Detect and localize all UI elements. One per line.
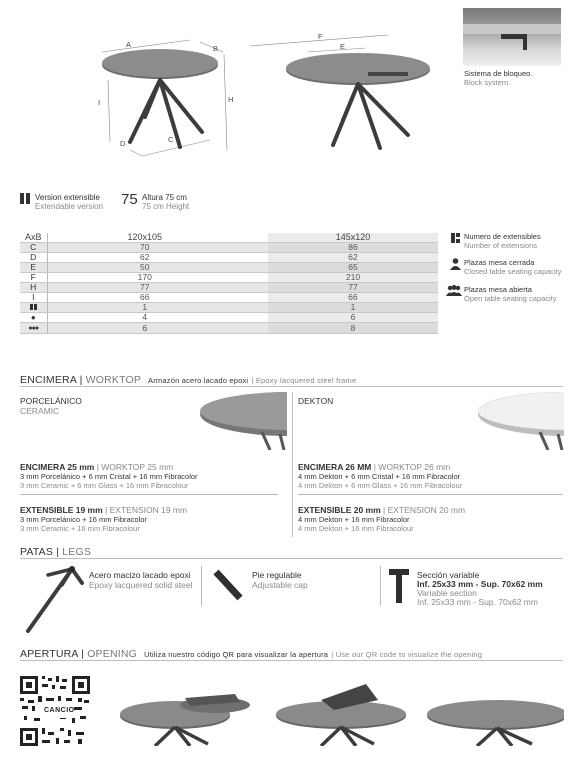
table-row: D 62 62: [20, 253, 438, 263]
ceramic-extension-spec: EXTENSIBLE 19 mm | EXTENSION 19 mm: [20, 505, 188, 515]
person-icon: ●: [30, 313, 36, 322]
qr-brand-label: CANCIO: [44, 707, 75, 714]
legs-cap-title: Pie regulable: [252, 570, 302, 580]
legend-ext-subtitle: Number of extensions: [464, 241, 537, 250]
legend-ext-title: Numero de extensibles: [464, 232, 541, 241]
table-row: E 50 65: [20, 263, 438, 273]
legend-open-title: Plazas mesa abierta: [464, 285, 532, 294]
table-row: C 70 86: [20, 243, 438, 253]
table-row: ●●● 6 8: [20, 323, 438, 334]
legend-closed-title: Plazas mesa cerrada: [464, 258, 535, 267]
ceramic-title: PORCELÁNICO: [20, 396, 82, 406]
legs-cap-subtitle: Adjustable cap: [252, 580, 308, 590]
opening-step-1-image: [110, 678, 260, 746]
legs-section-dims-en: Inf. 25x33 mm - Sup. 70x62 mm: [417, 597, 538, 607]
block-system-subtitle: Block system.: [464, 78, 511, 87]
ceramic-extension-l2: 3 mm Ceramic + 16 mm Fibracolour: [20, 524, 140, 533]
ceramic-subtitle: CERAMIC: [20, 406, 60, 416]
legs-section-title-es: Sección variable: [417, 570, 480, 580]
extensions-legend-icon: [451, 233, 461, 243]
legend-open-subtitle: Open table seating capacity: [464, 294, 557, 303]
table-row: ● 4 6: [20, 313, 438, 323]
block-system-title: Sistema de bloqueo.: [464, 69, 533, 78]
opening-step-3-image: [422, 678, 564, 746]
table-col1-header: 120x105: [47, 233, 242, 243]
adjustable-cap-image: [212, 566, 244, 602]
table-open-drawing: [248, 30, 448, 155]
height-title: Altura 75 cm: [142, 193, 187, 202]
dekton-worktop-l1: 4 mm Dekton + 6 mm Cristal + 16 mm Fibracolor: [298, 472, 461, 481]
table-row: H 77 77: [20, 283, 438, 293]
dim-e-label: E: [340, 42, 346, 51]
dekton-title: DEKTON: [298, 396, 334, 406]
dim-i-label: I: [98, 98, 101, 107]
block-system-photo: [463, 8, 561, 66]
table-row: I 66 66: [20, 293, 438, 303]
extendable-icon: [20, 193, 31, 204]
ceramic-worktop-image: [200, 392, 287, 450]
dim-c-label: C: [168, 135, 174, 144]
dekton-extension-spec: EXTENSIBLE 20 mm | EXTENSION 20 mm: [298, 505, 466, 515]
ceramic-extension-l1: 3 mm Porcelánico + 16 mm Fibracolor: [20, 515, 147, 524]
leg-solid-steel-image: [22, 565, 84, 635]
group-icon: ●●●: [28, 325, 39, 332]
group-legend-icon: [446, 285, 462, 296]
person-legend-icon: [450, 258, 461, 270]
ceramic-worktop-l2: 3 mm Ceramic + 6 mm Glass + 16 mm Fibracolour: [20, 481, 189, 490]
legs-solid-subtitle: Epoxy lacquered solid steel: [89, 580, 193, 590]
table-header-row: [20, 233, 438, 243]
table-row: 1 1: [20, 303, 438, 313]
ceramic-worktop-l1: 3 mm Porcelánico + 6 mm Cristal + 16 mm Fibracolor: [20, 472, 198, 481]
dim-d-label: D: [120, 139, 126, 148]
version-title: Version extensible: [35, 193, 100, 202]
height-subtitle: 75 cm Height: [142, 202, 190, 211]
opening-section-title: APERTURA | OPENING Utiliza nuestro código QR para visualizar la apertura | Use our QR code to visualize the opening: [20, 648, 483, 660]
extensions-icon: [30, 304, 37, 310]
legs-section-title-en: Variable section: [417, 588, 477, 598]
dim-h-label: H: [228, 95, 234, 104]
legs-section-dims-es: Inf. 25x33 mm - Sup. 70x62 mm: [417, 579, 543, 589]
height-number: 75: [121, 191, 138, 208]
version-subtitle: Extendable version: [35, 202, 104, 211]
dekton-extension-l2: 4 mm Dekton + 16 mm Fibracolour: [298, 524, 414, 533]
dim-f-label: F: [318, 32, 323, 41]
qr-code[interactable]: [20, 676, 90, 746]
dekton-worktop-image: [478, 392, 564, 450]
dim-b-label: B: [213, 44, 219, 53]
dim-a-label: A: [126, 40, 132, 49]
spec-table: [20, 233, 438, 334]
dekton-extension-l1: 4 mm Dekton + 16 mm Fibracolor: [298, 515, 410, 524]
ceramic-worktop-spec: ENCIMERA 25 mm | WORKTOP 25 mm: [20, 462, 174, 472]
legend-closed-subtitle: Closed table seating capacity: [464, 267, 562, 276]
opening-step-2-image: [266, 678, 416, 746]
dekton-worktop-spec: ENCIMERA 26 MM | WORKTOP 26 mm: [298, 462, 451, 472]
table-col2-header: 145x120: [268, 233, 438, 243]
legs-section-title: PATAS | LEGS: [20, 546, 92, 558]
variable-section-icon: [389, 569, 409, 603]
table-row: F 170 210: [20, 273, 438, 283]
worktop-section-title: ENCIMERA | WORKTOP Armazón acero lacado epoxi | Epoxy lacquered steel frame: [20, 374, 357, 386]
legs-solid-title: Acero macizo lacado epoxi: [89, 570, 191, 580]
table-key-header: AxB: [20, 233, 47, 243]
dekton-worktop-l2: 4 mm Dekton + 6 mm Glass + 16 mm Fibracolour: [298, 481, 463, 490]
